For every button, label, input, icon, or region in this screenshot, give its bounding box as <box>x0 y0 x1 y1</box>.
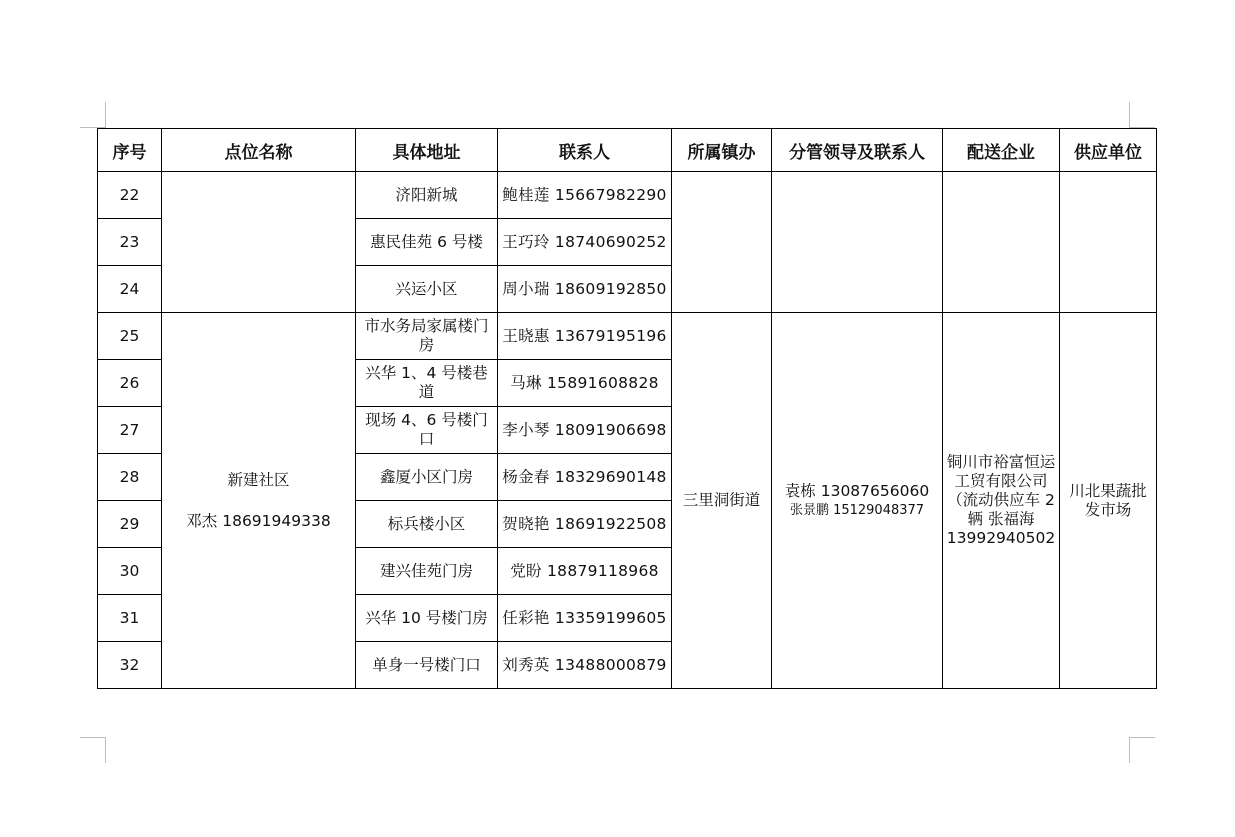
row-serial: 23 <box>98 219 162 266</box>
supplier-cell: 川北果蔬批发市场 <box>1060 313 1157 689</box>
header-supplier: 供应单位 <box>1060 129 1157 172</box>
row-contact: 鲍桂莲 15667982290 <box>498 172 672 219</box>
row-contact: 王巧玲 18740690252 <box>498 219 672 266</box>
row-address: 兴运小区 <box>356 266 498 313</box>
point-name-cell-empty <box>162 172 356 313</box>
row-address: 标兵楼小区 <box>356 501 498 548</box>
header-leader: 分管领导及联系人 <box>772 129 943 172</box>
row-contact: 贺晓艳 18691922508 <box>498 501 672 548</box>
row-contact: 周小瑞 18609192850 <box>498 266 672 313</box>
header-town: 所属镇办 <box>672 129 772 172</box>
leader-cell-empty <box>772 172 943 313</box>
row-contact: 杨金春 18329690148 <box>498 454 672 501</box>
row-serial: 30 <box>98 548 162 595</box>
crop-mark-top-right <box>1129 102 1155 128</box>
row-serial: 29 <box>98 501 162 548</box>
row-serial: 27 <box>98 407 162 454</box>
row-serial: 22 <box>98 172 162 219</box>
row-address: 兴华 10 号楼门房 <box>356 595 498 642</box>
header-contact: 联系人 <box>498 129 672 172</box>
point-contact: 邓杰 18691949338 <box>186 511 331 530</box>
crop-mark-top-left <box>80 102 106 128</box>
row-address: 济阳新城 <box>356 172 498 219</box>
town-cell-empty <box>672 172 772 313</box>
row-contact: 党盼 18879118968 <box>498 548 672 595</box>
row-serial: 25 <box>98 313 162 360</box>
point-name: 新建社区 <box>227 470 290 489</box>
distribution-table <box>97 128 1157 689</box>
table-row <box>98 313 1157 360</box>
row-contact: 王晓惠 13679195196 <box>498 313 672 360</box>
town-cell: 三里洞街道 <box>672 313 772 689</box>
table-row <box>98 172 1157 219</box>
row-address: 市水务局家属楼门房 <box>356 313 498 360</box>
header-point-name: 点位名称 <box>162 129 356 172</box>
row-serial: 32 <box>98 642 162 689</box>
crop-mark-bottom-right <box>1129 737 1155 763</box>
point-name-cell <box>162 313 356 689</box>
row-address: 鑫厦小区门房 <box>356 454 498 501</box>
delivery-company-cell: 铜川市裕富恒运工贸有限公司（流动供应车 2 辆 张福海 13992940502 <box>943 313 1060 689</box>
header-row <box>98 129 1157 172</box>
row-address: 单身一号楼门口 <box>356 642 498 689</box>
row-address: 现场 4、6 号楼门口 <box>356 407 498 454</box>
row-contact: 任彩艳 13359199605 <box>498 595 672 642</box>
supplier-cell-empty <box>1060 172 1157 313</box>
row-serial: 28 <box>98 454 162 501</box>
leader-line-1: 袁栋 13087656060 <box>784 481 930 500</box>
company-cell-empty <box>943 172 1060 313</box>
row-contact: 李小琴 18091906698 <box>498 407 672 454</box>
row-address: 兴华 1、4 号楼巷道 <box>356 360 498 407</box>
leader-cell <box>772 313 943 689</box>
crop-mark-bottom-left <box>80 737 106 763</box>
header-address: 具体地址 <box>356 129 498 172</box>
row-address: 建兴佳苑门房 <box>356 548 498 595</box>
row-serial: 26 <box>98 360 162 407</box>
header-serial: 序号 <box>98 129 162 172</box>
row-address: 惠民佳苑 6 号楼 <box>356 219 498 266</box>
row-contact: 刘秀英 13488000879 <box>498 642 672 689</box>
row-contact: 马琳 15891608828 <box>498 360 672 407</box>
leader-line-2: 张景鹏 15129048377 <box>789 502 925 518</box>
row-serial: 24 <box>98 266 162 313</box>
row-serial: 31 <box>98 595 162 642</box>
header-delivery-company: 配送企业 <box>943 129 1060 172</box>
